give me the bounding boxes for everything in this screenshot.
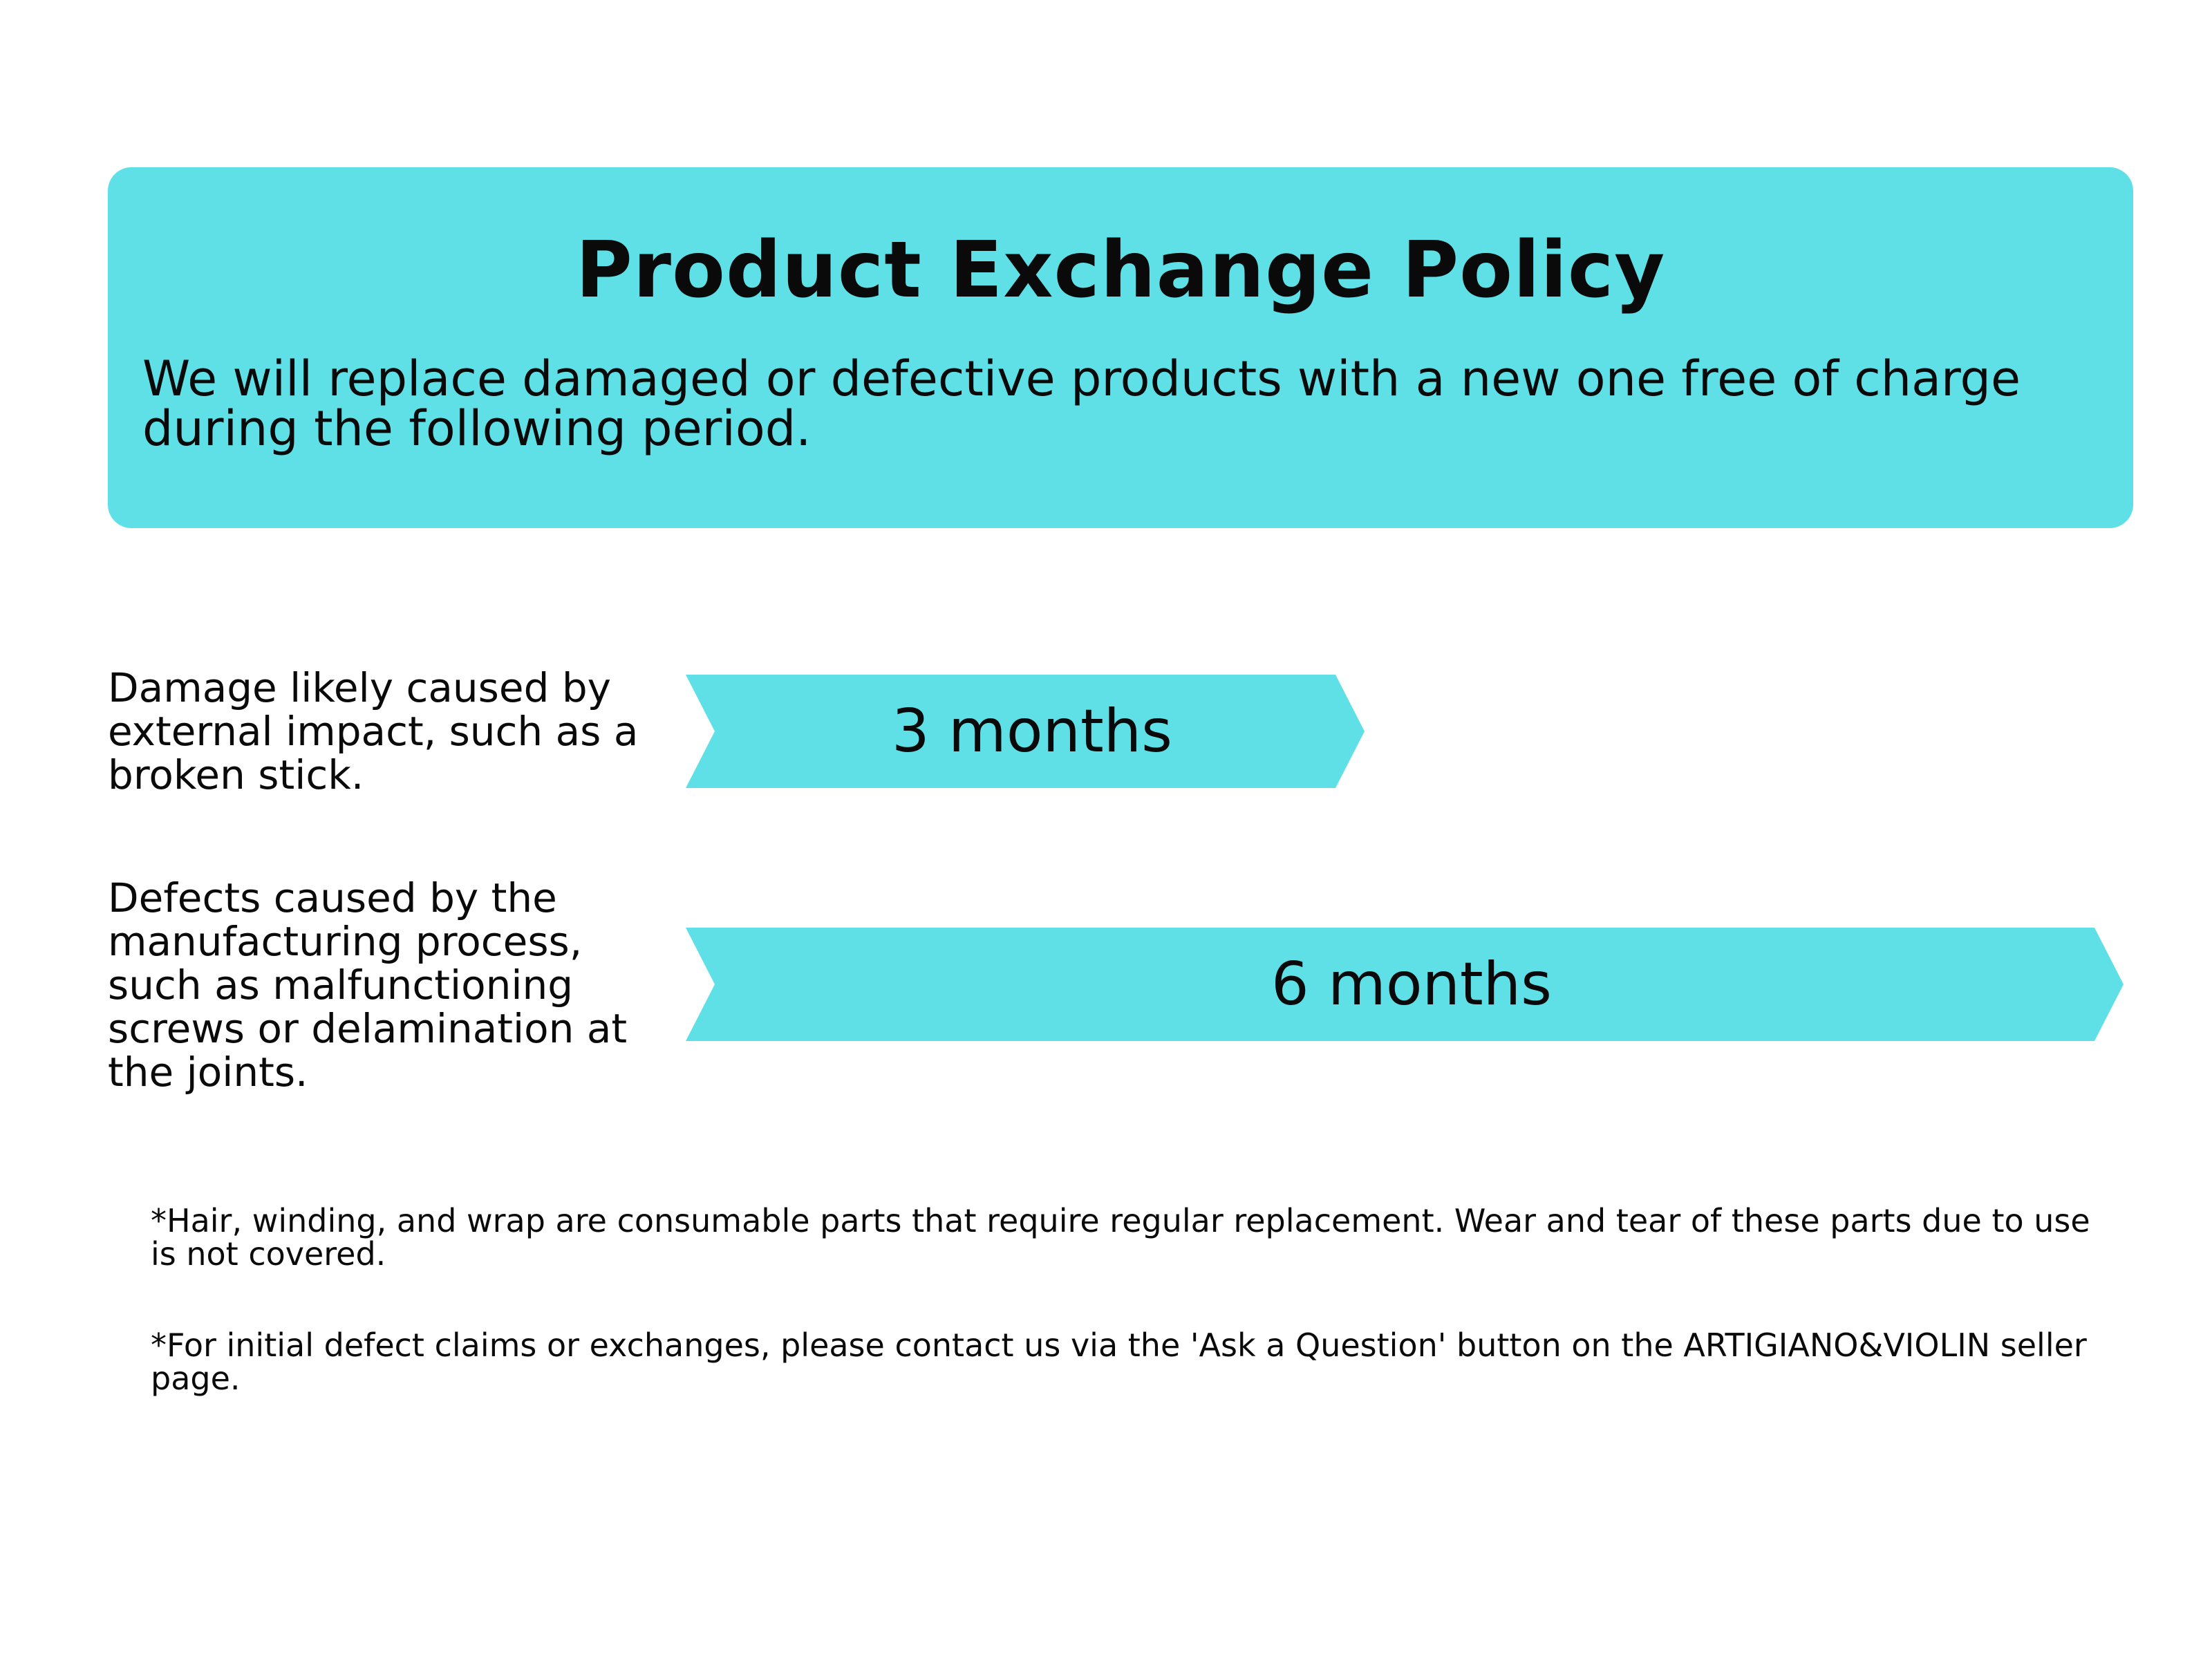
policy-intro-text: We will replace damaged or defective products with a new one free of charge during the following period.	[142, 350, 2021, 457]
external-damage-period-arrow	[686, 675, 1365, 788]
manufacturing-defect-period: 6 months	[1271, 950, 1552, 1019]
external-damage-description: Damage likely caused by external impact, such as a broken stick.	[108, 664, 639, 798]
external-damage-period: 3 months	[892, 697, 1172, 766]
contact-note: *For initial defect claims or exchanges, please contact us via the 'Ask a Question' button on the ARTIGIANO&VIOLIN seller page.	[151, 1327, 2087, 1397]
page-title: Product Exchange Policy	[575, 225, 1666, 315]
policy-header-panel	[108, 167, 2133, 528]
manufacturing-defect-description: Defects caused by the manufacturing process, such as malfunctioning screws or delamination at the joints.	[108, 874, 628, 1096]
consumables-note: *Hair, winding, and wrap are consumable parts that require regular replacement. Wear and tear of these parts due to use is not covered.	[151, 1202, 2090, 1273]
manufacturing-defect-period-arrow	[686, 928, 2124, 1041]
